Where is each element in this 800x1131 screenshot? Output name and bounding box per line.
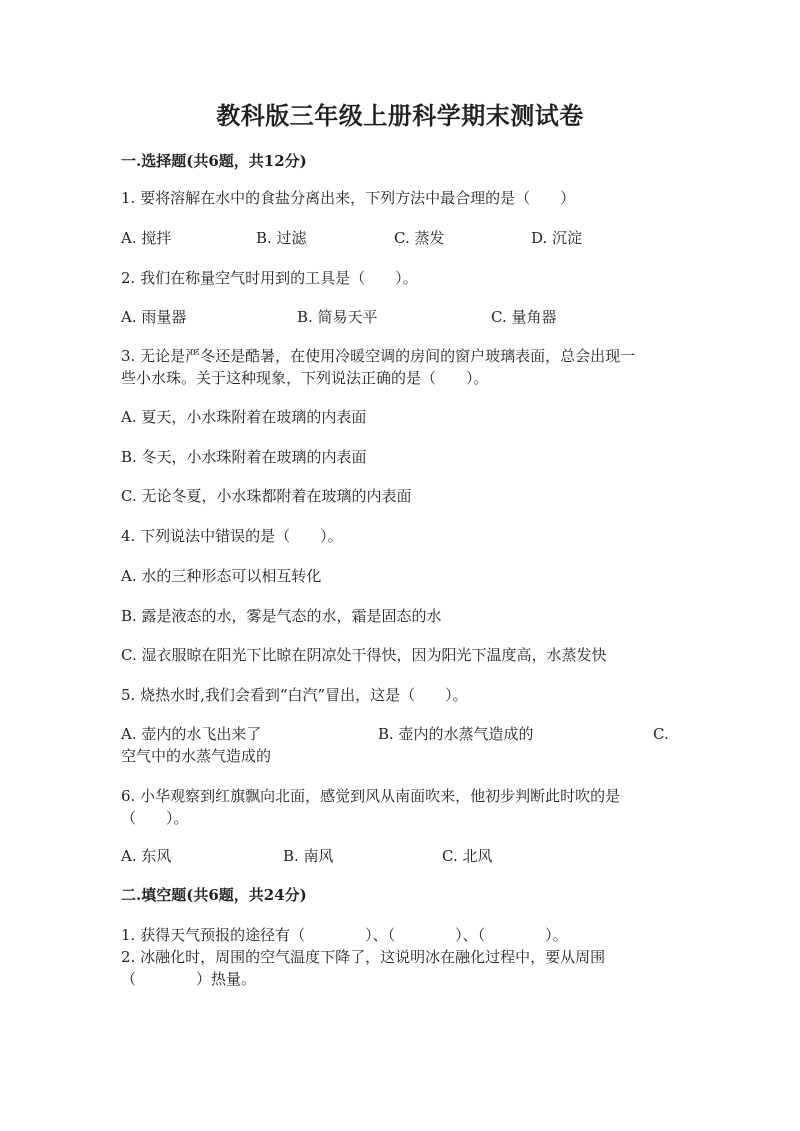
- question-1-option-a: A. 搅拌: [121, 229, 172, 247]
- question-3-option-a: A. 夏天，小水珠附着在玻璃的内表面: [121, 408, 367, 426]
- question-6-option-c: C. 北风: [442, 847, 493, 865]
- question-4-option-c: C. 湿衣服晾在阳光下比晾在阴凉处干得快，因为阳光下温度高，水蒸发快: [121, 646, 607, 664]
- fill-question-1-stem: 1. 获得天气预报的途径有（ ）、（ ）、（ ）。: [121, 926, 568, 944]
- question-4-option-a: A. 水的三种形态可以相互转化: [121, 567, 322, 585]
- question-5-option-b: B. 壶内的水蒸气造成的: [378, 725, 534, 743]
- question-3-stem-line-1: 3. 无论是严冬还是酷暑，在使用冷暖空调的房间的窗户玻璃表面，总会出现一: [121, 347, 636, 365]
- question-5-option-a: A. 壶内的水飞出来了: [121, 725, 262, 743]
- section-heading-multiple-choice: 一.选择题(共6题，共12分): [121, 152, 307, 170]
- question-1-option-b: B. 过滤: [256, 229, 307, 247]
- question-6-stem-line-2: （ ）。: [121, 809, 189, 827]
- question-1-stem: 1. 要将溶解在水中的食盐分离出来，下列方法中最合理的是（ ）: [121, 189, 576, 207]
- question-1-option-d: D. 沉淀: [531, 229, 583, 247]
- question-4-option-b: B. 露是液态的水，雾是气态的水，霜是固态的水: [121, 607, 442, 625]
- question-5-option-c-text: 空气中的水蒸气造成的: [121, 747, 272, 765]
- question-5-stem: 5. 烧热水时,我们会看到“白汽”冒出，这是（ ）。: [121, 686, 468, 704]
- question-2-options: [121, 306, 681, 328]
- question-6-options: [121, 845, 681, 867]
- question-3-option-b: B. 冬天，小水珠附着在玻璃的内表面: [121, 448, 367, 466]
- question-5-option-c-label: C.: [653, 725, 669, 743]
- question-6-option-b: B. 南风: [283, 847, 334, 865]
- question-5-options: [121, 723, 681, 745]
- question-2-option-b: B. 简易天平: [297, 308, 378, 326]
- question-2-stem: 2. 我们在称量空气时用到的工具是（ ）。: [121, 269, 418, 287]
- question-4-stem: 4. 下列说法中错误的是（ ）。: [121, 527, 343, 545]
- question-3-option-c: C. 无论冬夏，小水珠都附着在玻璃的内表面: [121, 487, 412, 505]
- section-heading-fill-in: 二.填空题(共6题，共24分): [121, 886, 307, 904]
- page-title: 教科版三年级上册科学期末测试卷: [216, 101, 584, 130]
- question-2-option-c: C. 量角器: [491, 308, 557, 326]
- question-1-options: [121, 227, 681, 249]
- fill-question-2-stem-line-1: 2. 冰融化时，周围的空气温度下降了，这说明冰在融化过程中，要从周围: [121, 948, 606, 966]
- question-6-option-a: A. 东风: [121, 847, 172, 865]
- fill-question-2-stem-line-2: （ ）热量。: [121, 970, 257, 988]
- question-6-stem-line-1: 6. 小华观察到红旗飘向北面，感觉到风从南面吹来，他初步判断此时吹的是: [121, 787, 621, 805]
- question-2-option-a: A. 雨量器: [121, 308, 187, 326]
- question-1-option-c: C. 蒸发: [394, 229, 445, 247]
- question-3-stem-line-2: 些小水珠。关于这种现象，下列说法正确的是（ ）。: [121, 369, 489, 387]
